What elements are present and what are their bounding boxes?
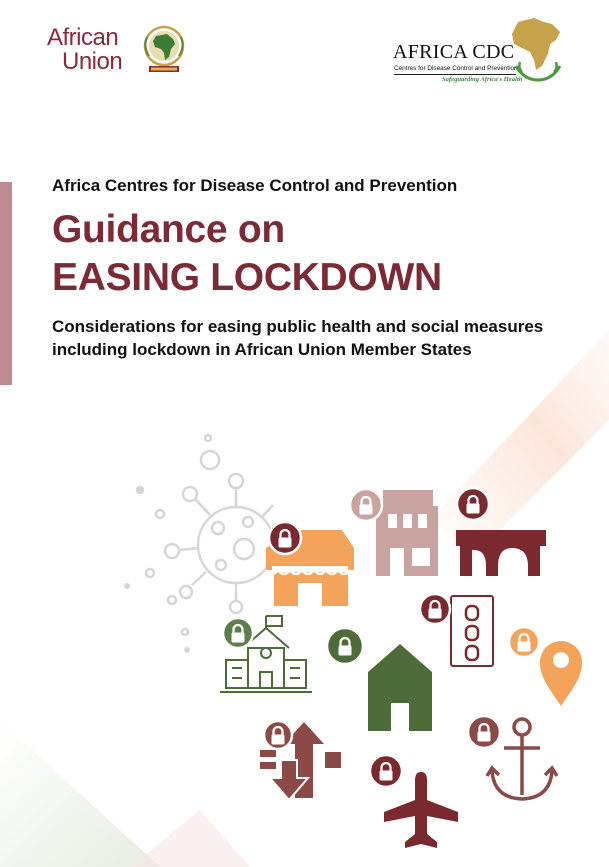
au-logo-line2: Union (62, 48, 123, 75)
cdc-logo-tagline: Safeguarding Africa's Health (442, 76, 523, 83)
page-title-line2: EASING LOCKDOWN (52, 256, 442, 299)
traffic-arrows-icon (260, 721, 341, 800)
cdc-logo-name: AFRICA CDC (393, 41, 515, 63)
organization-kicker: Africa Centres for Disease Control and Prevention (52, 176, 458, 195)
office-building-icon (350, 489, 438, 576)
virus-icon (137, 435, 274, 635)
page-title-line1: Guidance on (52, 208, 285, 251)
cdc-logo-subtitle: Centres for Disease Control and Prevention (394, 65, 518, 72)
road-icon (420, 594, 493, 666)
page-subtitle: Considerations for easing public health and social measures including lockdown in African Union Member States (52, 317, 544, 359)
bridge-icon (456, 488, 546, 576)
au-logo-line1: African (47, 24, 119, 51)
shop-icon (266, 522, 354, 606)
location-pin-icon (509, 627, 582, 706)
house-icon (327, 628, 432, 731)
airplane-icon (370, 755, 458, 848)
